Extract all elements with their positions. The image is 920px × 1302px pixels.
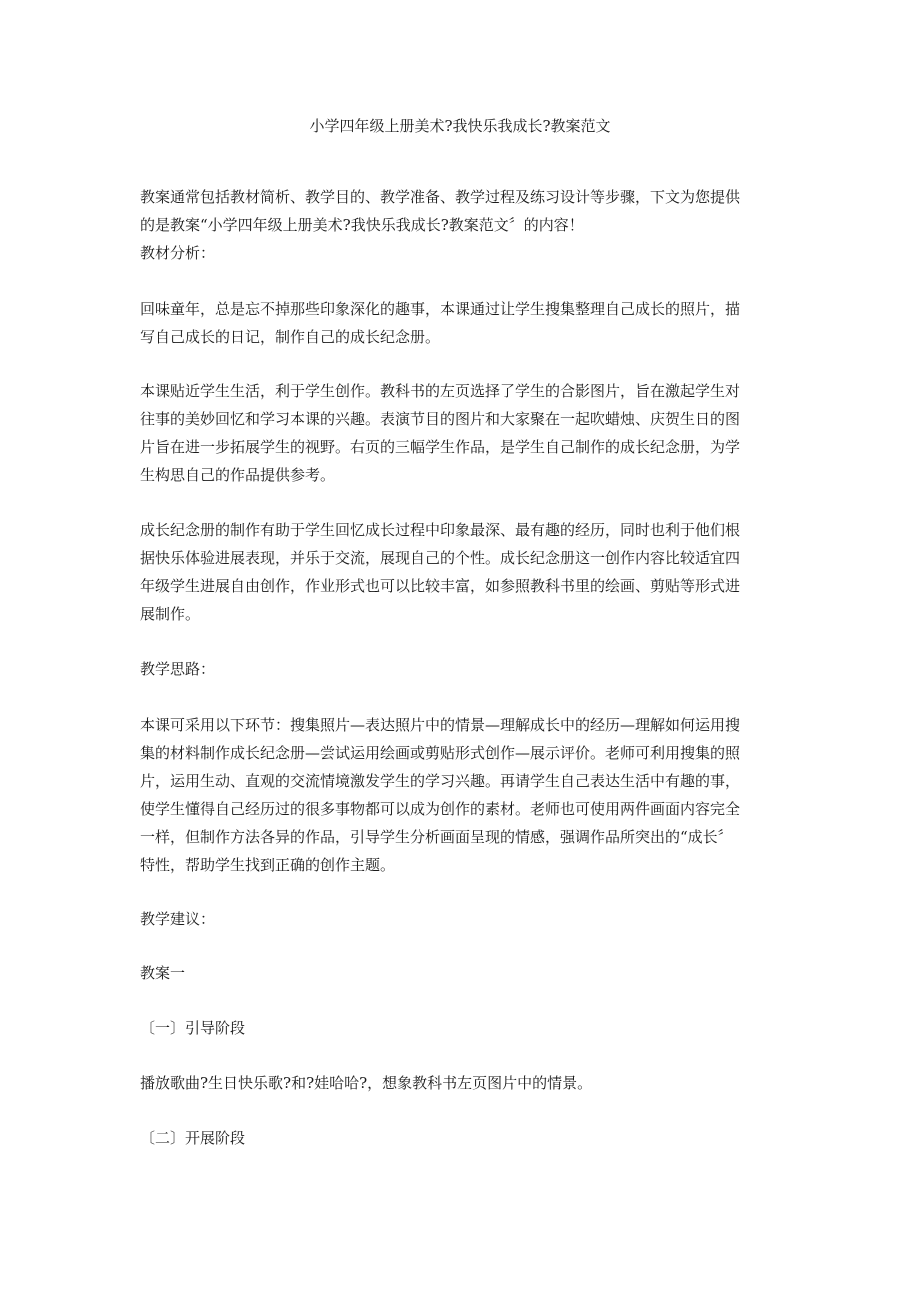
- paragraph-2: [140, 377, 785, 489]
- heading-teaching-thinking: [140, 655, 785, 683]
- text-line: 年级学生进展自由创作，作业形式也可以比较丰富，如参照教科书里的绘画、剪贴等形式进: [140, 577, 741, 595]
- document-title: 小学四年级上册美术?我快乐我成长?教案范文: [309, 117, 611, 135]
- paragraph-3: [140, 516, 785, 628]
- heading-stage-two: [140, 1124, 785, 1152]
- paragraph-1: [140, 295, 785, 351]
- text-line: 成长纪念册的制作有助于学生回忆成长过程中印象最深、最有趣的经历，同时也利于他们根: [140, 521, 741, 539]
- text-line: 生构思自己的作品提供参考。: [140, 466, 336, 484]
- text-line: 写自己成长的日记，制作自己的成长纪念册。: [140, 328, 441, 346]
- text-line: 播放歌曲?生日快乐歌?和?娃哈哈?，想象教科书左页图片中的情景。: [140, 1074, 593, 1092]
- paragraph-5: [140, 1069, 785, 1097]
- text-line: 本课可采用以下环节：搜集照片—表达照片中的情景—理解成长中的经历—理解如何运用搜: [140, 716, 741, 734]
- text-line: 据快乐体验进展表现，并乐于交流，展现自己的个性。成长纪念册这一创作内容比较适宜四: [140, 549, 741, 567]
- text-line: 特性，帮助学生找到正确的创作主题。: [140, 856, 396, 874]
- section-heading: 教学思路：: [140, 660, 216, 678]
- section-heading-material-analysis: 教材分析：: [140, 244, 216, 262]
- intro-paragraph: [140, 183, 785, 267]
- section-heading: 〔一〕引导阶段: [140, 1019, 246, 1037]
- section-heading: 〔二〕开展阶段: [140, 1129, 246, 1147]
- heading-teaching-suggestion: [140, 905, 785, 933]
- text-line: 回味童年，总是忘不掉那些印象深化的趣事，本课通过让学生搜集整理自己成长的照片，描: [140, 300, 741, 318]
- text-line: 教案通常包括教材简析、教学目的、教学准备、教学过程及练习设计等步骤，下文为您提供: [140, 188, 741, 206]
- text-line: 集的材料制作成长纪念册—尝试运用绘画或剪贴形式创作—展示评价。老师可利用搜集的照: [140, 744, 741, 762]
- text-line: 展制作。: [140, 605, 201, 623]
- text-line: 一样，但制作方法各异的作品，引导学生分析画面呈现的情感，强调作品所突出的“成长〞: [140, 828, 733, 846]
- heading-stage-one: [140, 1014, 785, 1042]
- section-heading: 教案一: [140, 964, 186, 982]
- section-heading: 教学建议：: [140, 910, 216, 928]
- heading-plan-one: [140, 959, 785, 987]
- paragraph-4: [140, 711, 785, 879]
- text-line: 使学生懂得自己经历过的很多事物都可以成为创作的素材。老师也可使用两件画面内容完全: [140, 800, 741, 818]
- text-line: 片，运用生动、直观的交流情境激发学生的学习兴趣。再请学生自己表达生活中有趣的事，: [140, 772, 741, 790]
- text-line: 的是教案“小学四年级上册美术?我快乐我成长?教案范文〞的内容！: [140, 216, 584, 234]
- text-line: 片旨在进一步拓展学生的视野。右页的三幅学生作品，是学生自己制作的成长纪念册，为学: [140, 438, 741, 456]
- text-line: 往事的美妙回忆和学习本课的兴趣。表演节目的图片和大家聚在一起吹蜡烛、庆贺生日的图: [140, 410, 741, 428]
- text-line: 本课贴近学生生活，利于学生创作。教科书的左页选择了学生的合影图片，旨在激起学生对: [140, 382, 741, 400]
